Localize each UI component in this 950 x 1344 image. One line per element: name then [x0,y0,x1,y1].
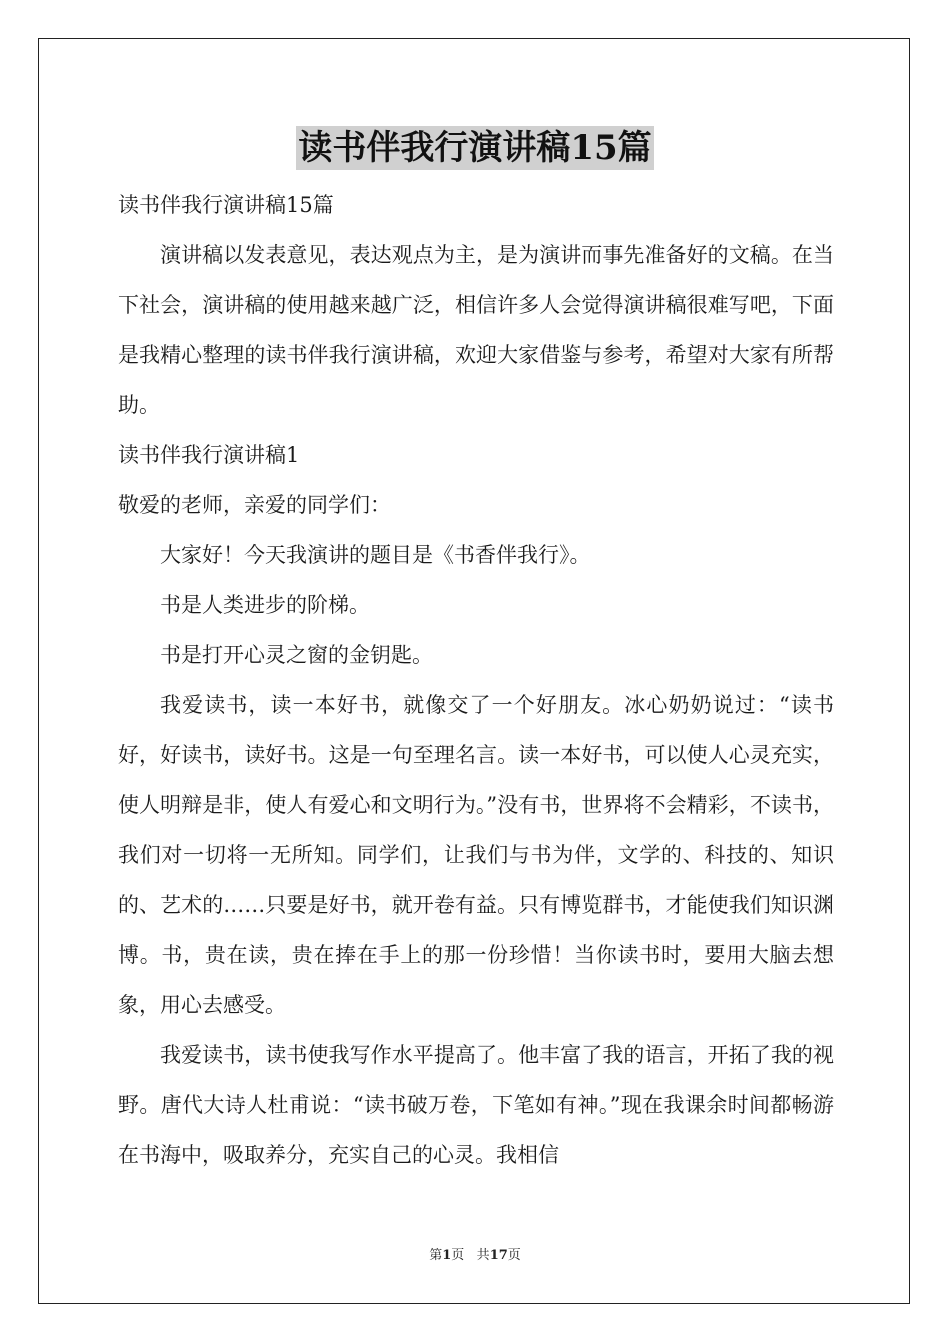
page-footer [0,1244,950,1263]
footer-total-pages: 17 [489,1248,508,1263]
paragraph-1: 演讲稿以发表意见，表达观点为主，是为演讲而事先准备好的文稿。在当下社会，演讲稿的使用越来越广泛，相信许多人会觉得演讲稿很难写吧，下面是我精心整理的读书伴我行演讲稿，欢迎大家借鉴与参考，希望对大家有所帮助。 [118,243,834,417]
paragraph-2: 读书伴我行演讲稿1 [118,443,300,467]
document-body [118,180,834,1180]
footer-total-prefix: 共 [476,1248,490,1263]
title-container [0,126,950,170]
page-title: 读书伴我行演讲稿15篇 [298,128,652,168]
paragraph-5: 书是人类进步的阶梯。 [160,593,370,617]
paragraph-3: 敬爱的老师，亲爱的同学们： [118,493,391,517]
paragraph-4: 大家好！今天我演讲的题目是《书香伴我行》。 [160,543,591,567]
paragraph-6: 书是打开心灵之窗的金钥匙。 [160,643,433,667]
footer-page-suffix: 页 [451,1248,465,1263]
paragraph-0: 读书伴我行演讲稿15篇 [118,193,334,217]
paragraph-8: 我爱读书，读书使我写作水平提高了。他丰富了我的语言，开拓了我的视野。唐代大诗人杜甫说：“读书破万卷，下笔如有神。”现在我课余时间都畅游在书海中，吸取养分，充实自己的心灵。我相信 [118,1043,834,1167]
footer-page-prefix: 第 [429,1248,443,1263]
footer-total-suffix: 页 [507,1248,521,1263]
footer-page-number: 1 [442,1248,452,1263]
paragraph-7: 我爱读书，读一本好书，就像交了一个好朋友。冰心奶奶说过：“读书好，好读书，读好书。这是一句至理名言。读一本好书，可以使人心灵充实，使人明辩是非，使人有爱心和文明行为。”没有书，世界将不会精彩，不读书，我们对一切将一无所知。同学们，让我们与书为伴，文学的、科技的、知识的、艺术的……只要是好书，就开卷有益。只有博览群书，才能使我们知识渊博。书，贵在读，贵在捧在手上的那一份珍惜！当你读书时，要用大脑去想象，用心去感受。 [118,693,834,1017]
